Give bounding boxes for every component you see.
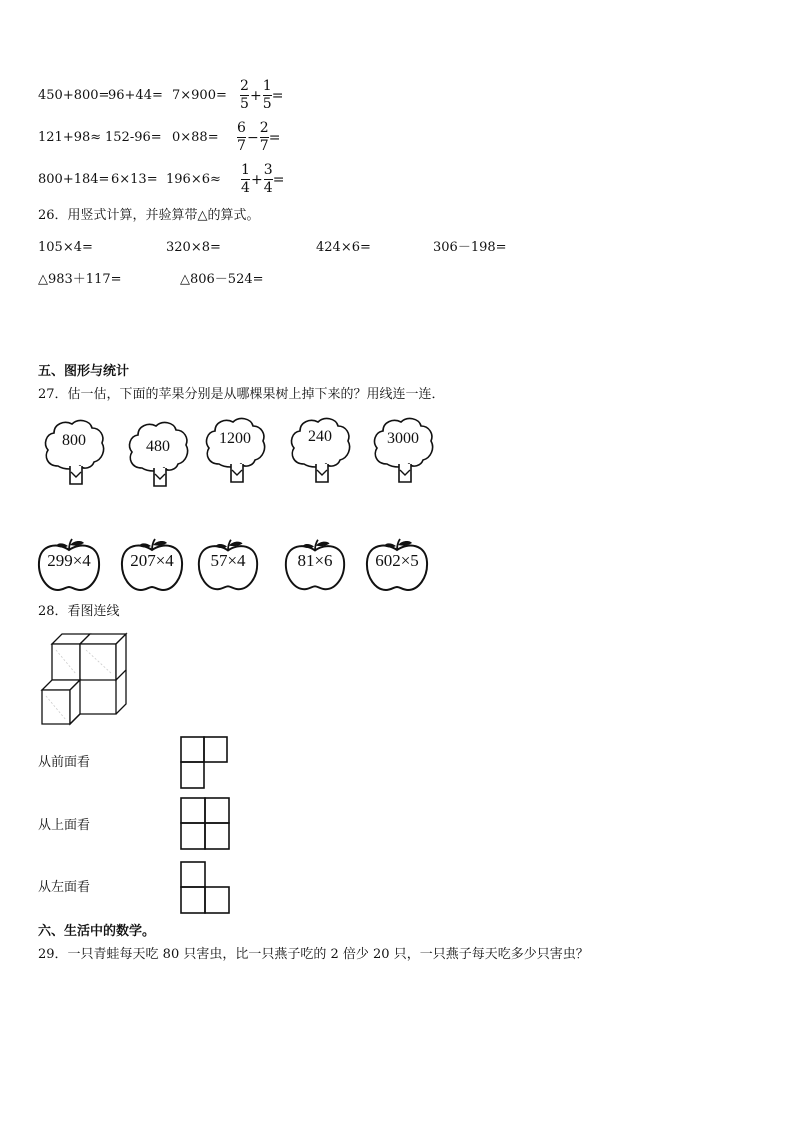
vertical-calc-item: 105×4=	[38, 240, 93, 255]
tree-label: 1200	[219, 430, 251, 447]
oral-calc-item: 152-96=	[105, 130, 162, 145]
vertical-calc-item: 424×6=	[316, 240, 371, 255]
view-label: 从上面看	[38, 818, 91, 833]
tree-icon	[42, 418, 106, 488]
left-view-grid	[180, 861, 232, 915]
apple	[119, 538, 185, 592]
oral-calc-item: 800+184=	[38, 172, 110, 187]
question-28-title: 28．看图连线	[38, 604, 120, 619]
view-label: 从前面看	[38, 755, 91, 770]
vertical-calc-item: 306－198=	[433, 240, 507, 255]
apple-label: 57×4	[210, 551, 246, 570]
vertical-calc-item: △806－524=	[180, 272, 264, 287]
front-view-grid	[180, 736, 230, 790]
tree	[126, 420, 190, 490]
oral-calc-item: 0×88=	[172, 130, 219, 145]
oral-calc-item: 96+44=	[108, 88, 163, 103]
top-view-grid	[180, 797, 232, 851]
tree-icon	[370, 416, 436, 486]
vertical-calc-item: △983＋117=	[38, 272, 122, 287]
tree	[202, 416, 268, 486]
tree	[288, 416, 352, 486]
question-29-text: 29．一只青蛙每天吃 80 只害虫，比一只燕子吃的 2 倍少 20 只，一只燕子每天吃多少只害虫？	[38, 947, 589, 962]
oral-calc-item: 450+800=	[38, 88, 110, 103]
view-label: 从左面看	[38, 880, 91, 895]
apple-label: 299×4	[47, 551, 91, 570]
apple	[283, 538, 347, 592]
tree-label: 3000	[387, 430, 419, 447]
tree-icon	[288, 416, 352, 486]
apple	[196, 538, 260, 592]
tree-label: 800	[62, 432, 86, 449]
tree	[42, 418, 106, 488]
section-6-title: 六、生活中的数学。	[38, 924, 156, 939]
fraction-expression: 6 7 − 2 7 =	[237, 120, 281, 154]
apple-label: 207×4	[130, 551, 174, 570]
apple-label: 602×5	[375, 551, 419, 570]
question-26-title: 26．用竖式计算，并验算带△的算式。	[38, 208, 260, 223]
vertical-calc-item: 320×8=	[166, 240, 221, 255]
oral-calc-item: 196×6≈	[166, 172, 221, 187]
oral-calc-item: 7×900=	[172, 88, 227, 103]
oral-calc-item: 6×13=	[111, 172, 158, 187]
oral-calc-item: 121+98≈	[38, 130, 102, 145]
tree	[370, 416, 436, 486]
question-27-title: 27．估一估，下面的苹果分别是从哪棵果树上掉下来的？用线连一连．	[38, 387, 445, 402]
apple-label: 81×6	[297, 551, 333, 570]
cube-stack-figure	[38, 630, 130, 728]
tree-label: 240	[308, 428, 332, 445]
apple	[364, 538, 430, 592]
apple	[36, 538, 102, 592]
fraction-expression: 2 5 + 1 5 =	[240, 78, 284, 112]
fraction-expression: 1 4 + 3 4 =	[241, 162, 285, 196]
tree-icon	[202, 416, 268, 486]
tree-label: 480	[146, 438, 170, 455]
section-5-title: 五、图形与统计	[38, 364, 130, 379]
